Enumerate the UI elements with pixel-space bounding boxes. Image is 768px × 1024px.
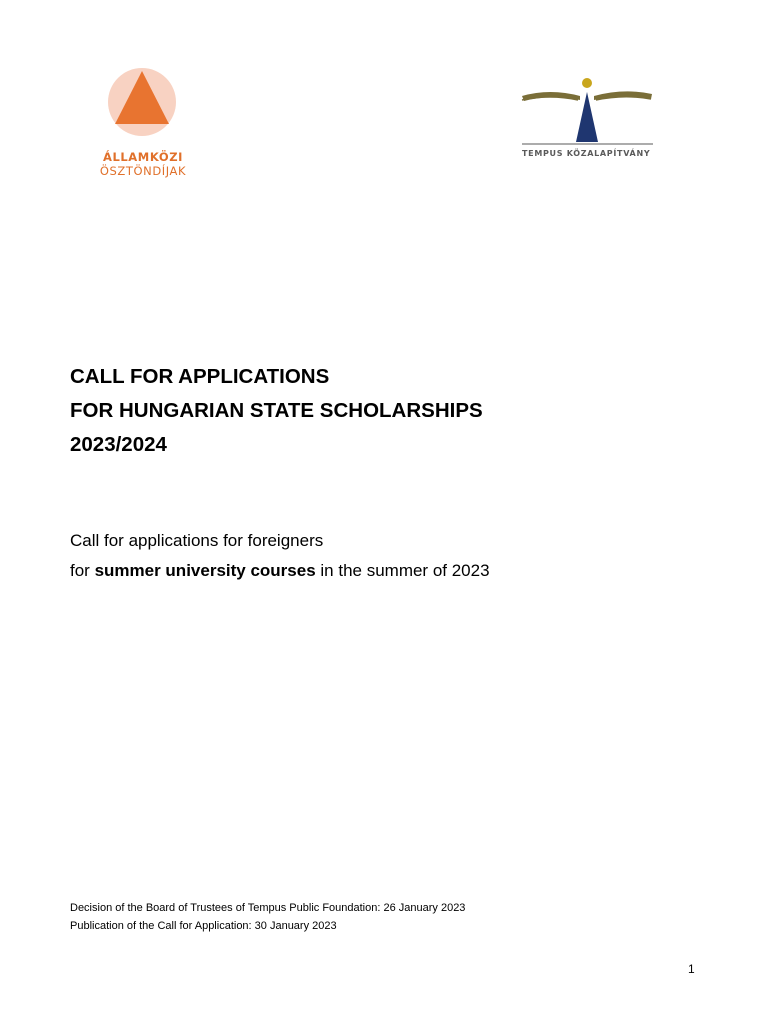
page-number: 1 [688,962,695,976]
title-line-1: CALL FOR APPLICATIONS [70,365,330,388]
tempus-kozalapitvany-logo [520,74,660,164]
document-notes [70,899,465,935]
publication-note: Publication of the Call for Application: 30 January 2023 [70,920,337,932]
title-line-3: 2023/2024 [70,433,167,456]
intro-line-2-prefix: for [70,561,95,580]
intro-line-2-emphasis: summer university courses [94,561,316,580]
decision-note: Decision of the Board of Trustees of Tempus Public Foundation: 26 January 2023 [70,902,466,914]
logo-text-line2: ÖSZTÖNDÍJAK [99,164,187,178]
logo-caption: TEMPUS KÖZALAPÍTVÁNY [522,149,651,158]
logo-text-line1: ÁLLAMKÖZI [102,150,184,164]
triangle-in-circle-icon [107,66,177,138]
document-title [70,360,483,462]
allamkozi-osztondijak-logo [95,66,205,182]
intro-line-1: Call for applications for foreigners [70,531,324,550]
tempus-figure-icon [520,74,655,146]
intro-line-2-suffix: in the summer of 2023 [315,561,490,580]
intro-line-2 [70,556,490,586]
title-line-2: FOR HUNGARIAN STATE SCHOLARSHIPS [70,399,483,422]
intro-text [70,526,490,586]
